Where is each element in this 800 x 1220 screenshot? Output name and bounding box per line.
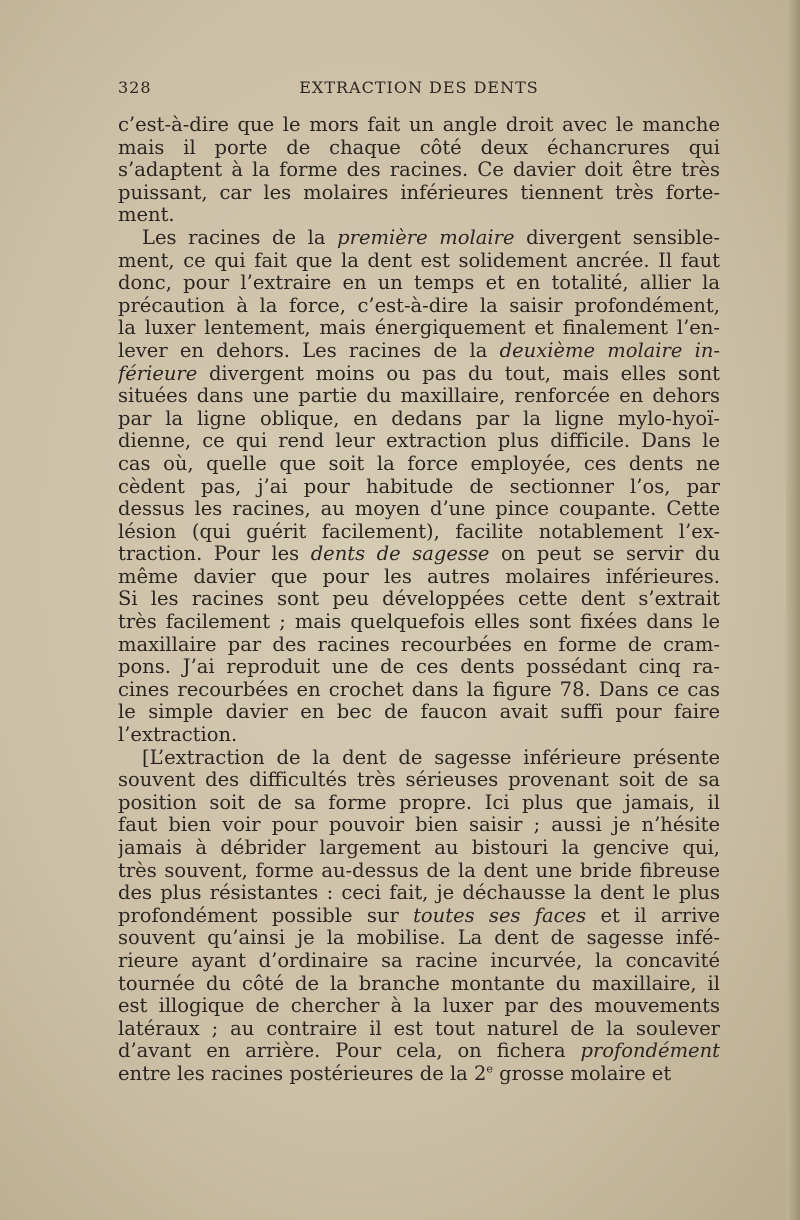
text-line: dienne, ce qui rend leur extraction plus difficile. Dans le [118, 430, 720, 453]
italic-text: toutes ses faces [413, 904, 587, 927]
text-line: est illogique de chercher à la luxer par des mouvements [118, 995, 720, 1018]
text-line: Si les racines sont peu développées cette dent s’extrait [118, 588, 720, 611]
text-line: ment, ce qui fait que la dent est solidement ancrée. Il faut [118, 249, 720, 272]
text-line: profondément possible sur toutes ses faces et il arrive [118, 904, 720, 927]
text-line: [L’extraction de la dent de sagesse inférieure présente [142, 746, 720, 769]
text-line: tournée du côté de la branche montante du maxillaire, il [118, 972, 720, 995]
text-line: d’avant en arrière. Pour cela, on fichera profondément [118, 1040, 720, 1063]
text-line: ment. [118, 204, 175, 227]
page-edge [786, 0, 800, 1220]
text-line: latéraux ; au contraire il est tout naturel de la soulever [118, 1017, 720, 1040]
italic-text: première molaire [337, 226, 515, 249]
text-line: donc, pour l’extraire en un temps et en totalité, allier la [118, 272, 720, 295]
italic-text: dents de sagesse [310, 543, 490, 566]
text-line: l’extraction. [118, 724, 238, 747]
text-line: des plus résistantes : ceci fait, je déchausse la dent le plus [118, 882, 720, 905]
text-line: faut bien voir pour pouvoir bien saisir ; aussi je n’hésite [118, 814, 720, 837]
text-line: rieure ayant d’ordinaire sa racine incurvée, la concavité [118, 949, 720, 972]
text-line: très souvent, forme au-dessus de la dent une bride fibreuse [118, 859, 720, 882]
text-line: pons. J’ai reproduit une de ces dents possédant cinq ra- [118, 656, 720, 679]
running-header [118, 78, 720, 100]
text-line: traction. Pour les dents de sagesse on peut se servir du [118, 543, 720, 566]
italic-text: férieure [118, 362, 198, 385]
text-line: la luxer lentement, mais énergiquement et finalement l’en- [118, 317, 720, 340]
text-line: même davier que pour les autres molaires inférieures. [118, 565, 720, 588]
text-line: souvent qu’ainsi je la mobilise. La dent de sagesse infé- [118, 927, 720, 950]
text-line: précaution à la force, c’est-à-dire la saisir profondément, [118, 294, 720, 317]
italic-text: deuxième molaire in- [499, 339, 720, 362]
page-number: 328 [118, 78, 152, 97]
text-line: entre les racines postérieures de la 2e grosse molaire et [118, 1062, 672, 1085]
text-line: lever en dehors. Les racines de la deuxième molaire in- [118, 339, 720, 362]
text-line: situées dans une partie du maxillaire, renforcée en dehors [118, 385, 720, 408]
text-line: férieure divergent moins ou pas du tout, mais elles sont [118, 362, 720, 385]
text-line: très facilement ; mais quelquefois elles sont fixées dans le [118, 611, 720, 634]
text-line: maxillaire par des racines recourbées en forme de cram- [118, 633, 720, 656]
italic-text: profondément [580, 1040, 720, 1063]
paragraph [118, 747, 720, 1086]
text-line: lésion (qui guérit facilement), facilite notablement l’ex- [118, 520, 720, 543]
text-line: dessus les racines, au moyen d’une pince coupante. Cette [118, 498, 720, 521]
text-line: le simple davier en bec de faucon avait suffi pour faire [118, 701, 720, 724]
body-text [118, 114, 720, 1086]
paragraph [118, 227, 720, 747]
text-line: cines recourbées en crochet dans la figure 78. Dans ce cas [118, 678, 720, 701]
text-line: mais il porte de chaque côté deux échancrures qui [118, 136, 720, 159]
paragraph [118, 114, 720, 227]
text-line: position soit de sa forme propre. Ici plus que jamais, il [118, 791, 720, 814]
text-line: cas où, quelle que soit la force employée, ces dents ne [118, 452, 720, 475]
text-line: cèdent pas, j’ai pour habitude de sectionner l’os, par [118, 475, 720, 498]
text-line: s’adaptent à la forme des racines. Ce davier doit être très [118, 159, 720, 182]
text-line: c’est-à-dire que le mors fait un angle droit avec le manche [118, 114, 720, 136]
superscript: e [486, 1062, 493, 1076]
text-line: souvent des difficultés très sérieuses provenant soit de sa [118, 769, 720, 792]
text-line: puissant, car les molaires inférieures tiennent très forte- [118, 181, 720, 204]
text-line: par la ligne oblique, en dedans par la ligne mylo-hyoï- [118, 407, 720, 430]
text-line: jamais à débrider largement au bistouri la gencive qui, [118, 837, 720, 859]
running-title: EXTRACTION DES DENTS [299, 78, 539, 97]
text-line: Les racines de la première molaire divergent sensible- [142, 226, 720, 249]
